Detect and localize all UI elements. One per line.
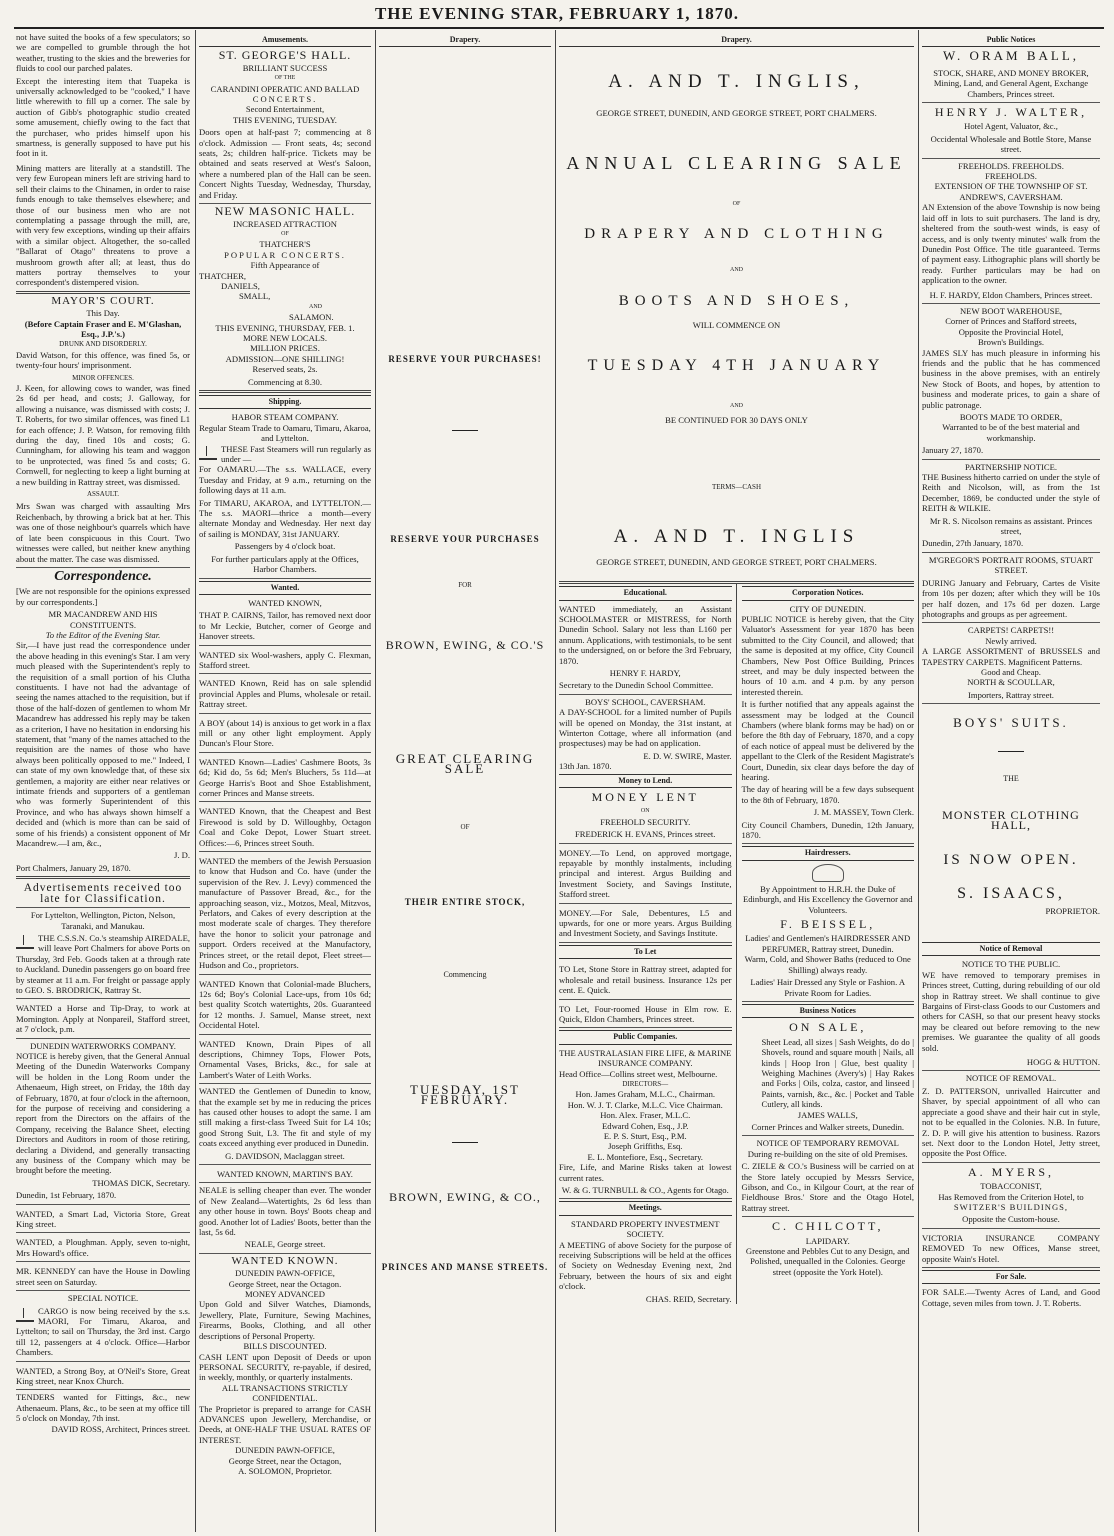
ad-line: MILLION PRICES. (250, 343, 320, 354)
court-case: Mrs Swan was charged with assaulting Mrs Reichenbach, by throwing a brick bat at her. This was one of those neighbour's quarrels which have of late been conspicuous in this Court. Two witnesses were called, but neither knew anything about the matter. The case was dismissed. (16, 499, 190, 567)
divider (452, 1142, 478, 1143)
late-ads-heading: Advertisements received too late for Classification. (16, 881, 190, 908)
column-drapery-brown-ewing (379, 32, 551, 1532)
ad-body: WANTED immediately, an Assistant SCHOOLMASTER or MISTRESS, for North Dunedin School. Salary not less than L160 per annum. Applications, with testimonials, to be sent to the undersigned, on or before the 3rd February, 1870. (559, 603, 732, 666)
ad-date: Dunedin, 1st February, 1870. (16, 1188, 190, 1204)
ad-line: Brown's Buildings. (977, 337, 1044, 348)
ad-waterworks: NOTICE is hereby given, that the General Annual Meeting of the Dunedin Waterworks Company will be holden in the Long Room under the Athenaeum, High street, on Friday, the 18th day of February, 1870, at four o'clock in the afternoon, for the purpose of receiving and considering a report from the Directors on the affairs of the Company, receiving the Balance Sheet, electing Directors and Auditors in room of those retiring, declaring a Dividend, and generally transacting any business of the Company which may be brought before the meeting. (16, 1050, 190, 1176)
ad-body: JAMES SLY has much pleasure in informing his friends and the public that he has commenced business in the above premises, with an entirely New Stock of Boots, and hopes, by attention to business and moderate prices, to gain a share of public patronage. (922, 347, 1100, 410)
ad-line: THEIR ENTIRE STOCK, (404, 897, 526, 907)
ad-line: CONCERTS. (252, 94, 318, 105)
ad-airedale: THE C.S.S.N. Co.'s steamship AIREDALE, will leave Port Chalmers for above Ports on Thursday, 3rd Feb. Goods taken at a through rate to Auckland. Dunedin passengers go on board free by steamer at 11 a.m. For freight or passage apply to GEO. S. BRODRICK, Rattray St. (16, 932, 190, 995)
ad-line: WILL COMMENCE ON (692, 320, 781, 331)
subhead: DRUNK AND DISORDERLY. (59, 340, 147, 349)
ad-line: ON (640, 808, 650, 815)
ad-martins: WANTED KNOWN, MARTIN'S BAY. (199, 1167, 371, 1183)
ad-line: MORE NEW LOCALS. (242, 332, 328, 343)
ad-signature: THOMAS DICK, Secretary. (92, 1177, 190, 1188)
ad-line: Warranted to be of the best material and workmanship. (942, 422, 1080, 443)
ad-line: Edward Cohen, Esq., J.P. (602, 1120, 689, 1131)
ad-line: POPULAR CONCERTS. (224, 249, 346, 260)
ad-line: Fire, Life, and Marine Risks taken at lowest current rates. (559, 1162, 732, 1183)
ad-title: M'GREGOR'S PORTRAIT ROOMS, STUART STREET. (928, 554, 1094, 576)
ad-wool: WANTED six Wool-washers, apply C. Flexman, Stafford street. (199, 648, 371, 675)
ad-line: Ladies' Hair Dressed any Style or Fashion. A Private Room for Ladies. (742, 975, 915, 1002)
royal-crest-icon (812, 864, 844, 882)
ad-line: A. SOLOMON, Proprietor. (238, 1465, 332, 1476)
ad-body: MONEY.—For Sale, Debentures, L5 and upwards, for one or more years. Argus Building and Investment Society, and Savings Institute. (559, 906, 732, 943)
ad-title: ON SALE, (789, 1020, 867, 1035)
ad-body: Greenstone and Pebbles Cut to any Design, and Polished, unequalled in the Colonies. George street (opposite the York Hotel). (745, 1246, 910, 1277)
ad-title: IS NOW OPEN. (943, 851, 1079, 868)
ad-body: DURING January and February, Cartes de Visite from 10s per dozen; after which they will be 10s per half dozen, and 17s 6d per dozen. Large photographs and groups as per agreement. (922, 576, 1100, 624)
ad-title: BOYS' SCHOOL, CAVERSHAM. (585, 696, 706, 707)
ad-line: For further particulars apply at the Offices, Harbor Chambers. (199, 552, 371, 579)
ad-line: Commencing at 8.30. (199, 375, 371, 393)
ad-title: BOYS' SUITS. (953, 715, 1069, 731)
ad-line: FOR (458, 581, 472, 589)
ad-line: FREEHOLD SECURITY. (600, 816, 691, 827)
ad-tenders: TENDERS wanted for Fittings, &c., new Athenaeum. Plans, &c., to be seen at my office till 5 o'clock on Monday, 7th inst. (16, 1392, 190, 1424)
ad-line: Occidental Wholesale and Bottle Store, Manse street. (922, 132, 1100, 159)
ad-drain: WANTED Known, Drain Pipes of all descriptions, Chimney Tops, Flower Pots, Ornamental Vases, Bricks, &c., for sale at Lambert's Water of Leith Works. (199, 1037, 371, 1085)
ad-signature: G. DAVIDSON, Maclaggan street. (199, 1149, 371, 1165)
ad-line: Fifth Appearance of (250, 260, 320, 271)
ad-body: THE Business hitherto carried on under the style of Reith and Nicolson, will, as from the 1st December, 1869, be conducted under the style of REITH & WILKIE. (922, 472, 1100, 514)
disclaimer: [We are not responsible for the opinions expressed by our correspondents.] (16, 586, 190, 607)
ad-title: C. CHILCOTT, (772, 1219, 884, 1234)
court-case: David Watson, for this offence, was fined 5s, or twenty-four hours' imprisonment. (16, 349, 190, 371)
column-drapery-inglis (559, 32, 914, 1532)
ad-line: LAPIDARY. (805, 1235, 850, 1246)
ad-title: FREEHOLDS. (985, 171, 1037, 182)
ad-line: Warm, Cold, and Shower Baths (reduced to One Shilling) always ready. (744, 954, 911, 975)
ad-line: THATCHER, (199, 270, 247, 281)
ad-line: Hon. James Graham, M.L.C., Chairman. (575, 1089, 716, 1100)
ad-body: A DAY-SCHOOL for a limited number of Pupils will be opened on Monday, the 31st instant, at Winterton Cottage, where all information (and prospectuses) may be had on application. (559, 707, 732, 749)
ad-signature: Secretary to the Dunedin School Committee. (559, 678, 732, 694)
section-heading: Money to Lend. (559, 774, 732, 788)
ad-horse: WANTED a Horse and Tip-Dray, to work at Mornington. Apply at Nonpareil, Stafford street, at 7 o'clock, p.m. (16, 1001, 190, 1038)
ad-line: Importers, Rattray street. (922, 688, 1100, 704)
ad-line: CASH LENT upon Deposit of Deeds or upon PERSONAL SECURITY, re-payable, if desired, in weekly, monthly, or quarterly instalments. (199, 1351, 371, 1383)
ad-signature: E. D. W. SWIRE, Master. (643, 750, 732, 761)
ad-line: During re-building on the site of old Premises. (747, 1148, 908, 1159)
ad-body: Z. D. PATTERSON, unrivalled Haircutter and Shaver, by special appointment of all who can appreciate a good shave and their hair cut in style, not to be equalled in the Colonies. N.B. In future, Z. D. P. will give his attention to business. Razors set. Next door to the London Hotel, Jetty street, opposite the Post Office. (922, 1084, 1100, 1163)
ad-line: For TIMARU, AKAROA, and LYTTELTON.—The s.s. MAORI—thrice a month—every alternate Monday and Wednesday. Her next day of sailing is MONDAY, 31st JANUARY. (199, 497, 371, 539)
column-rule (555, 30, 556, 1532)
column-rule (375, 30, 376, 1532)
ad-line: The Proprietor is prepared to arrange for CASH ADVANCES upon Jewellery, Merchandise, or Deeds, at ONE-HALF THE USUAL RATES OF INTEREST. (199, 1403, 371, 1445)
ad-title: HENRY J. WALTER, (934, 105, 1088, 120)
ad-line: Good and Cheap. (981, 666, 1041, 677)
ad-cairns: THAT P. CAIRNS, Tailor, has removed next door to Mr Leckie, Butcher, corner of George and Hanover streets. (199, 608, 371, 645)
ship-icon (16, 1308, 34, 1322)
ad-title: STANDARD PROPERTY INVESTMENT SOCIETY. (571, 1218, 720, 1240)
ad-signature: Corner Princes and Walker streets, Dunedin. (742, 1120, 915, 1136)
ad-title: NEW MASONIC HALL. (214, 204, 356, 219)
ad-title: EXTENSION OF THE TOWNSHIP OF ST. ANDREW'S, CAVERSHAM. (934, 181, 1088, 202)
section-heading: Public Companies. (559, 1030, 732, 1044)
ad-line: SMALL, (239, 291, 271, 302)
ad-signature: JAMES WALLS, (797, 1109, 858, 1120)
ad-reid: WANTED Known, Reid has on sale splendid provincial Apples and Plums, wholesale or retail. Rattray street. (199, 676, 371, 713)
ad-title: HABOR STEAM COMPANY. (231, 412, 339, 423)
ad-line: Commencing (443, 970, 487, 979)
ad-heading: For Lyttelton, Wellington, Picton, Nelson, Taranaki, and Manukau. (30, 910, 176, 931)
news-paragraph: Mining matters are literally at a standstill. The very few European miners left are striving hard to sell their claims to the Chinamen, in order to raise funds enough to take themselves elsewhere; and those of our business men who are not contemplating a passage through the mill, are, with very few exceptions, winding up their affairs with a similar object. Altogether, the so-called "Ballarat of Otago" threatens to prove a mushroom growth after all; at least, thus do matters portray themselves to your correspondent's distempered vision. (16, 161, 190, 294)
ad-neale: NEALE is selling cheaper than ever. The wonder of New Zealand—Watertights, 2s 6d less than any other house in town. Boys' Boots cheap and good. Another lot of Ladies' Boots, better than the last, 5s 6d. (199, 1185, 371, 1238)
ad-title: NOTICE TO THE PUBLIC. (961, 959, 1061, 970)
ad-line: DIRECTORS— (622, 1079, 669, 1088)
ad-line: TUESDAY, 1ST FEBRUARY. (410, 1082, 520, 1108)
section-heading: Drapery. (379, 34, 551, 47)
column-news (16, 32, 190, 1532)
ad-line: AND (730, 267, 743, 274)
ad-line: E. P. S. Sturt, Esq., P.M. (603, 1130, 687, 1141)
ad-body: STOCK, SHARE, AND MONEY BROKER, Mining, Land, and General Agent, Exchange Chambers, Princes street. (922, 66, 1100, 103)
letter-to: To the Editor of the Evening Star. (45, 629, 161, 640)
news-paragraph: not have suited the books of a few speculators; so we are compelled to grumble through the hot weather, trusting to the skies and the breweries for fluids to cool our parched palates. (16, 32, 190, 74)
ad-body: It is further notified that any appeals against the assessment may be lodged at the Council Chambers (where blank forms may be had) on or before the 8th day of February, 1870, and a copy of each notice of appeal must be delivered by the appellant to the Clerk of the Resident Magistrate's Court, Dunedin, six clear days before the day of hearing. (741, 699, 914, 782)
ad-title: CARPETS! CARPETS!! (967, 625, 1055, 636)
ad-line: BILLS DISCOUNTED. (243, 1341, 327, 1352)
ad-line: Regular Steam Trade to Oamaru, Timaru, Akaroa, and Lyttelton. (199, 422, 371, 444)
ad-title: WANTED KNOWN. (231, 1254, 339, 1267)
ad-body: PUBLIC NOTICE is hereby given, that the City Valuator's Assessment for year 1870 has been submitted to the City Council, and allowed; that the same is deposited at my office, City Council Chambers, New Post Office Building, Princes street, and may be duly inspected between the hours of 10 a.m. and 4 p.m. by any person interested therein. (741, 613, 914, 697)
section-heading: Corporation Notices. (742, 586, 915, 600)
ad-colonial: WANTED Known that Colonial-made Bluchers, 12s 6d; Boy's Colonial Lace-ups, from 10s 6d; best quality Scotch watertights, 20s. Guaranteed for 12 months. J. Samuel, Manse street, next Occidental Hotel. (199, 977, 371, 1035)
ad-ploughman: WANTED, a Ploughman. Apply, seven to-night, Mrs Howard's office. (16, 1235, 190, 1262)
ad-line: INCREASED ATTRACTION (233, 218, 337, 229)
ad-line: Corner of Princes and Stafford streets, (945, 316, 1077, 327)
ad-line: THESE Fast Steamers will run regularly as under — (221, 443, 371, 465)
court-case: J. Keen, for allowing cows to wander, was fined 2s 6d per head, and costs; J. Galloway, for allowing a nuisance, was dismissed with costs; J. T. Roberts, for two similar offences, was fined L1 for each offence; J. P. Watson, for removing filth during the day, fined 10s and costs; G. Cunningham, for allowing his team and waggon to be unprotected, was fined 5s and costs; G. Cornwell, for neglecting to keep a light burning at a new building in Rattray street, was dismissed. (16, 383, 190, 487)
ad-cashmere: WANTED Known—Ladies' Cashmere Boots, 3s 6d; Kid do, 5s 6d; Men's Bluchers, 5s 11d—at George Harris's Boot and Shoe Establishment, corner Princes and Manse streets. (199, 755, 371, 803)
ad-line: Second Entertainment, (245, 104, 325, 115)
news-paragraph: Except the interesting item that Tuapeka is universally acknowledged to be "cooked," I have little wherewith to fill up a corner. The sale by auction of Gibb's photographic studio created some amusement, chiefly owing to the fact that the purchaser, who prides himself upon his smartness, is generally supposed to have put his foot in it. (16, 75, 190, 159)
ad-line: For OAMARU.—The s.s. WALLACE, every Tuesday and Friday, at 9 a.m., returning on the following days at 11 a.m. (199, 464, 371, 496)
section-heading: Drapery. (559, 34, 914, 47)
ad-lad: WANTED, a Smart Lad, Victoria Store, Great King street. (16, 1207, 190, 1234)
letter-title: MR MACANDREW AND HIS CONSTITUENTS. (48, 609, 158, 630)
ad-date: City Council Chambers, Dunedin, 12th January, 1870. (742, 818, 915, 845)
section-heading: Public Notices (922, 34, 1100, 47)
section-heading: For Sale. (922, 1270, 1100, 1284)
ad-signature: NEALE, George street. (199, 1237, 371, 1253)
ad-line: SALAMON. (289, 312, 334, 323)
ad-date: 13th Jan. 1870. (559, 761, 612, 772)
column-rule (195, 30, 196, 1532)
ad-line: PROPRIETOR. (1045, 905, 1100, 916)
ad-line: George Street, near the Octagon, (228, 1455, 342, 1466)
section-heading: Notice of Removal (922, 942, 1100, 956)
ad-line: BE CONTINUED FOR 30 DAYS ONLY (665, 415, 808, 426)
ad-jewish: WANTED the members of the Jewish Persuasion to know that Hudson and Co. have (under the supervision of the Rev. J. Levy) commenced the manufacture of Passover Bread, &c., for the approaching season, viz., Motzos, Meal, Mitzvos, Perlators, and Cakes of every description at the most moderate scale of charges. They therefore have the honor to solicit your patronage and support. Orders received at the Manufactory, Princes street, or the retail depot, Fleet street—Hudson and Co., proprietors. (199, 854, 371, 974)
ad-title: F. BEISSEL, (780, 917, 876, 932)
ad-kennedy: MR. KENNEDY can have the House in Dowling street seen on Saturday. (16, 1264, 190, 1291)
ad-line: THIS EVENING, THURSDAY, FEB. 1. (215, 322, 355, 333)
ad-title: THE AUSTRALASIAN FIRE LIFE, & MARINE INSURANCE COMPANY. (559, 1047, 732, 1069)
firm-address: GEORGE STREET, DUNEDIN, AND GEORGE STREET, PORT CHALMERS. (596, 107, 877, 118)
ad-title: NEW BOOT WAREHOUSE, (960, 305, 1062, 316)
letter-place: Port Chalmers, January 29, 1870. (16, 861, 190, 879)
ad-line: BRILLIANT SUCCESS (242, 62, 328, 73)
letter-body: Sir,—I have just read the correspondence under the above heading in this evening's Star. I am very much pleased with the Superintendent's reply to the requisition of a small portion of his Clutha constituents. I have not had the advantage of seeing the names attached to the requisition, but if those of the half-dozen of gentlemen to whom Mr Macandrew has addressed his reply may be taken as a criterion, I have no hesitation in endorsing his statement, that "many of the names attached to the requisition are the names of those who have always been politically opposed to me." Indeed, I can state of my own knowledge that, of these six gentlemen, a majority are either near relatives or intimate friends and supporters of a gentleman who was formerly Superintendent of this Province, and who has always shown himself a decided and (which is more than can be said of some of his friends) a consistent opponent of Mr Macandrew.—I am, &c., (16, 640, 190, 849)
masthead: THE EVENING STAR, FEBRUARY 1, 1870. (374, 4, 740, 23)
ad-line: SWITZER'S BUILDINGS, (953, 1201, 1069, 1212)
ad-body: C. ZIELE & CO.'s Business will be carried on at the Store lately occupied by Messrs Service, Gibson, and Co., in Kilgour Court, at the rear of Fieldhouse Bros.' Store and the Otago Hotel, Rattray street. (742, 1159, 915, 1217)
ad-line: BROWN, EWING, & CO., (389, 1190, 541, 1204)
firm-name: A. AND T. INGLIS, (608, 71, 865, 93)
ad-body: A MEETING of above Society for the purpose of receiving Subscriptions will be held at the offices of Society on Wednesday Evening next, 2nd February, between the hours of six and eight o'clock. (559, 1239, 732, 1292)
subcolumn-left (559, 584, 737, 1304)
ad-line: Hon. W. J. T. Clarke, M.L.C. Vice Chairman. (567, 1099, 723, 1110)
ad-line: RESERVE YOUR PURCHASES (390, 534, 540, 544)
ad-line: DRAPERY AND CLOTHING (584, 226, 889, 243)
ad-line: BOOTS AND SHOES, (618, 292, 855, 309)
ad-date: Dunedin, 27th January, 1870. (922, 536, 1100, 552)
section-heading: Hairdressers. (742, 846, 915, 860)
ad-line: ANNUAL CLEARING SALE (566, 153, 907, 174)
ad-gentlemen: WANTED the Gentlemen of Dunedin to know, that the example set by me in reducing the prices has caused other houses to adopt the same. I am still making a first-class Tweed Suit for L4 10s; good Strong Suit, L3. The fit and style of my coats exceed anything ever produced in Dunedin. (199, 1086, 371, 1149)
ad-line: FREDERICK H. EVANS, Princes street. (559, 827, 732, 843)
ad-line: TUESDAY 4TH JANUARY (587, 356, 886, 374)
ad-strong-boy: WANTED, a Strong Boy, at O'Neil's Store, Great King street, near Knox Church. (16, 1364, 190, 1391)
ad-line: NORTH & SCOULLAR, (967, 677, 1055, 688)
ad-line: Ladies' and Gentlemen's HAIRDRESSER AND PERFUMER, Rattray street, Dunedin. (745, 933, 911, 954)
ad-line: OF (732, 200, 741, 207)
divider (452, 430, 478, 431)
ad-line: OF THE (274, 75, 296, 82)
ad-title: W. ORAM BALL, (942, 48, 1080, 64)
ad-line: TERMS—CASH (711, 482, 761, 491)
ad-line: Hon. Alex. Fraser, M.L.C. (600, 1110, 691, 1121)
firm-name: A. AND T. INGLIS (613, 526, 860, 548)
ad-title: ST. GEORGE'S HALL. (218, 48, 352, 63)
ad-body: Doors open at half-past 7; commencing at 8 o'clock. Admission — Front seats, 4s; second seats, 2s; children half-price. Tickets may be obtained and seats reserved at West's Saloon, where a numbered plan of the Hall can be seen. Concert Nights Tuesday, Wednesday, Thursday, and Friday. (199, 125, 371, 204)
ad-signature: HOGG & HUTTON. (922, 1055, 1100, 1071)
ad-title: NOTICE OF TEMPORARY REMOVAL (756, 1138, 899, 1149)
ad-line: Joseph Griffiths, Esq. (608, 1141, 683, 1152)
ad-boy: A BOY (about 14) is anxious to get work in a flax mill or any other light employment. Apply Duncan's Flour Store. (199, 716, 371, 753)
ad-signature: H. F. HARDY, Eldon Chambers, Princes street. (922, 288, 1100, 304)
section-heading: To Let (559, 945, 732, 959)
column-public-notices (922, 32, 1100, 1532)
ad-line: OF (460, 823, 470, 831)
ad-line: Hotel Agent, Valuator, &c., (964, 121, 1058, 132)
ad-title: MONEY LENT (591, 790, 699, 804)
ad-line: GREAT CLEARING SALE (395, 751, 535, 777)
ad-line: W. & G. TURNBULL & CO., Agents for Otago. (559, 1183, 732, 1199)
section-heading: Meetings. (559, 1201, 732, 1215)
ad-line: Newly arrived. (985, 635, 1037, 646)
ad-line: Has Removed from the Criterion Hotel, to (938, 1191, 1084, 1202)
letter-signature: J. D. (174, 850, 190, 861)
ad-body: MONEY.—To Lend, on approved mortgage, repayable by monthly instalments, including principal and interest. Argus Building and Investment Society, and Savings Institute, Stafford street. (559, 846, 732, 904)
ad-line: Opposite the Custom-house. (922, 1212, 1100, 1228)
ad-body: TO Let, Stone Store in Rattray street, adapted for wholesale and retail business. Insurance 12s per cent. E. Quick. (559, 962, 732, 999)
ad-signature: J. M. MASSEY, Town Clerk. (813, 807, 914, 818)
ad-title: FREEHOLDS. FREEHOLDS. (958, 160, 1064, 171)
section-heading: Shipping. (199, 395, 371, 409)
ad-signature: CHAS. REID, Secretary. (645, 1293, 732, 1304)
ad-title: NOTICE OF REMOVAL. (965, 1073, 1057, 1084)
ad-line: BOOTS MADE TO ORDER, (959, 412, 1063, 422)
section-heading: Educational. (559, 586, 732, 600)
ad-body: A LARGE ASSORTMENT of BRUSSELS and TAPESTRY CARPETS. Magnificent Patterns. (922, 646, 1100, 667)
ad-line: DUNEDIN PAWN-OFFICE, (235, 1268, 335, 1279)
masthead-rule (14, 27, 1104, 29)
ad-title: CITY OF DUNEDIN. (789, 603, 866, 614)
ad-line: ALL TRANSACTIONS STRICTLY CONFIDENTIAL. (221, 1382, 349, 1404)
ad-body: TO Let, Four-roomed House in Elm row. E. Quick, Eldon Chambers, Princes street. (559, 1002, 732, 1029)
ship-icon (16, 935, 34, 949)
correspondence-heading: Correspondence. (54, 568, 152, 584)
ad-body: FOR SALE.—Twenty Acres of Land, and Good Cottage, seven miles from town. J. T. Roberts. (922, 1287, 1100, 1308)
ad-signature: HENRY F. HARDY, (609, 667, 681, 678)
ad-line: E. L. Montefiore, Esq., Secretary. (587, 1151, 703, 1162)
ad-title: PARTNERSHIP NOTICE. (965, 461, 1057, 472)
ad-title: DUNEDIN WATERWORKS COMPANY. (30, 1040, 176, 1051)
ad-line: THATCHER'S (259, 239, 311, 250)
court-heading: MAYOR'S COURT. (51, 294, 155, 307)
ad-line: ADMISSION—ONE SHILLING! (225, 353, 345, 364)
column-amusements (199, 32, 371, 1532)
subhead: MINOR OFFENCES. (72, 373, 134, 382)
subcolumn-right (737, 584, 915, 1304)
ad-body: The day of hearing will be a few days subsequent to the 8th of February, 1870. (741, 784, 914, 805)
ad-title: S. ISAACS, (957, 885, 1065, 903)
ad-line: Opposite the Provincial Hotel, (958, 326, 1064, 337)
ad-line: Mr R. S. Nicolson remains as assistant. Princes street, (929, 515, 1093, 537)
ad-line: MONEY ADVANCED (245, 1289, 325, 1300)
ad-line: CARANDINI OPERATIC AND BALLAD (210, 83, 360, 94)
court-bench: (Before Captain Fraser and E. M'Glashan, Esq., J.P.'s.) (24, 318, 182, 339)
court-day: This Day. (86, 308, 120, 319)
ad-line: RESERVE YOUR PURCHASES! (388, 354, 542, 364)
section-heading: Business Notices (742, 1004, 915, 1018)
ad-line: By Appointment to H.R.H. the Duke of Edinburgh, and His Excellency the Governor and Volunteers. (742, 883, 913, 915)
column-rule (918, 30, 919, 1532)
ad-line: AND (730, 403, 743, 410)
ad-list: Sheet Lead, all sizes | Sash Weights, do do | Shovels, round and square mouth | Nails, all kinds | Hoop Iron | Glue, best quality | Weighing Machines (Avery's) | Hay Rakes and Forks | Oils, colza, castor, and linseed | Paints, varnish, &c., &c. | Pocket and Table Cutlery, all kinds. (761, 1036, 914, 1110)
ship-icon (199, 446, 217, 460)
divider (998, 751, 1024, 752)
ad-title: MONSTER CLOTHING HALL, (942, 807, 1080, 833)
ad-body: AN Extension of the above Township is now being laid off in lots to suit purchasers. The land is dry, sheltered from the south-west winds, is easy of access, and is only twenty minutes' walk from the Dunedin Post Office. The title guaranteed. Terms of payment easy. Lithographic plans will shortly be ready. Further particulars may be had on application to the owner. (922, 202, 1100, 286)
ad-line: THIS EVENING, TUESDAY. (233, 114, 337, 125)
ad-line: TOBACCONIST, (980, 1181, 1042, 1192)
ad-line: DUNEDIN PAWN-OFFICE, (235, 1445, 335, 1456)
ad-date: January 27, 1870. (922, 443, 1100, 459)
firm-address: GEORGE STREET, DUNEDIN, AND GEORGE STREET, PORT CHALMERS. (596, 556, 877, 567)
ad-line: PRINCES AND MANSE STREETS. (381, 1262, 549, 1272)
section-heading: Wanted. (199, 581, 371, 595)
ad-line: OF (281, 230, 289, 237)
ad-line: George Street, near the Octagon. (228, 1278, 342, 1289)
ad-line: Head Office—Collins street west, Melbourne. (559, 1068, 718, 1079)
ad-line: Upon Gold and Silver Watches, Diamonds, Jewellery, Plate, Furniture, Sewing Machines, Firearms, Books, Clothing, and all other descriptions of Personal Property. (199, 1299, 371, 1341)
ad-line: THE (1003, 773, 1019, 783)
ad-firewood: WANTED Known, that the Cheapest and Best Firewood is sold by D. Willoughby, Octagon Coal and Coke Depot, Lower Stuart street. Offices:—6, Princes street South. (199, 804, 371, 852)
ad-line: Reserved seats, 2s. (252, 364, 318, 375)
section-heading: Amusements. (199, 34, 371, 47)
ad-title: WANTED KNOWN, (248, 597, 322, 608)
ad-line: Passengers by 4 o'clock boat. (234, 541, 336, 552)
subhead: ASSAULT. (86, 490, 120, 499)
ad-title: SPECIAL NOTICE. (67, 1293, 139, 1304)
ad-line: AND (309, 303, 322, 310)
ad-title: A. MYERS, (967, 1164, 1054, 1179)
ad-body: WE have removed to temporary premises in Princes street, Cutting, during rebuilding of our old shop in Rattray street. We shall continue to give Bargains of First-class Goods to our Customers and others for CASH, so that our present heavy stocks may be cleared out before removing to the new premises. We guarantee the quality of all goods sold. (922, 969, 1100, 1053)
ad-signature: DAVID ROSS, Architect, Princes street. (51, 1423, 190, 1434)
ad-line: DANIELS, (221, 280, 260, 291)
ad-line: BROWN, EWING, & CO.'S (385, 638, 545, 652)
ad-body: VICTORIA INSURANCE COMPANY REMOVED To new Offices, Manse street, opposite Wain's Hotel. (922, 1231, 1100, 1268)
ad-cargo: CARGO is now being received by the s.s. MAORI, For Timaru, Akaroa, and Lyttelton; to sail on Thursday, the 3rd inst. Cargo till 12, passengers at 4 o'clock. Office—Harbor Chambers. (16, 1305, 190, 1358)
